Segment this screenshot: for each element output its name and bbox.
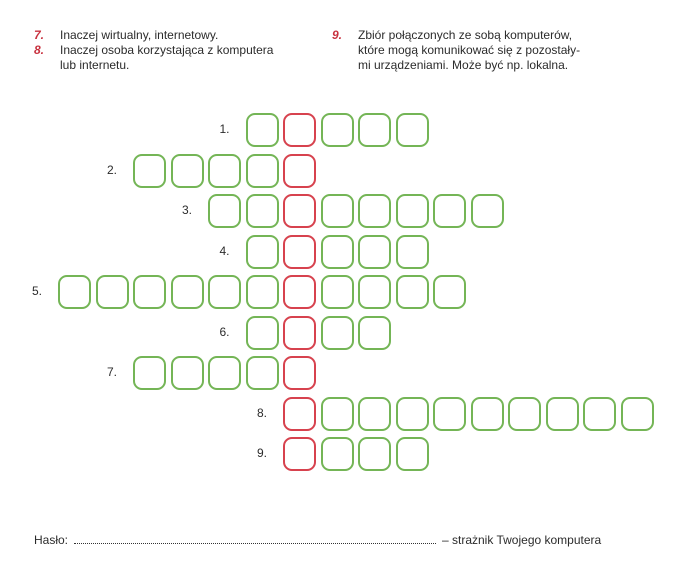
crossword-cell[interactable] [321,194,354,228]
crossword-cell[interactable] [583,397,616,431]
crossword-key-cell[interactable] [283,194,316,228]
crossword-cell[interactable] [358,113,391,147]
crossword-cell[interactable] [396,397,429,431]
crossword-cell[interactable] [471,397,504,431]
crossword-cell[interactable] [171,154,204,188]
crossword-cell[interactable] [433,194,466,228]
row-label: 6. [219,324,230,339]
row-label: 9. [257,446,268,460]
clue-text: Inaczej wirtualny, internetowy. [60,28,219,42]
crossword-cell[interactable] [358,316,391,350]
clue-text: Zbiór połączonych ze sobą komputerów, [358,28,573,42]
row-label: 8. [257,405,268,420]
crossword-cell[interactable] [358,194,391,228]
crossword-cell[interactable] [508,397,541,431]
crossword-cell[interactable] [321,397,354,431]
crossword-cell[interactable] [621,397,654,431]
crossword-cell[interactable] [133,154,166,188]
crossword-cell[interactable] [246,235,279,269]
crossword-cell[interactable] [358,437,391,471]
crossword-cell[interactable] [396,194,429,228]
clue-text: mi urządzeniami. Może być np. lokalna. [358,58,569,72]
clue-number: 9. [332,28,343,42]
crossword-cell[interactable] [471,194,504,228]
clue-text: lub internetu. [60,58,130,72]
row-label: 5. [32,284,43,298]
crossword-cell[interactable] [396,275,429,309]
crossword-cell[interactable] [246,154,279,188]
clue-number: 8. [34,43,45,57]
crossword-cell[interactable] [133,356,166,390]
crossword-cell[interactable] [208,356,241,390]
crossword-cell[interactable] [246,113,279,147]
crossword-cell[interactable] [396,235,429,269]
crossword-cell[interactable] [321,235,354,269]
answer-blank[interactable] [74,543,436,544]
crossword-cell[interactable] [396,113,429,147]
crossword-cell[interactable] [321,275,354,309]
row-label: 4. [219,243,230,258]
crossword-cell[interactable] [246,316,279,350]
crossword-cell[interactable] [321,437,354,471]
crossword-cell[interactable] [133,275,166,309]
crossword-cell[interactable] [321,316,354,350]
crossword-cell[interactable] [358,397,391,431]
row-label: 3. [182,203,193,217]
answer-line [34,531,654,549]
crossword-key-cell[interactable] [283,437,316,471]
crossword-cell[interactable] [246,194,279,228]
crossword-cell[interactable] [58,275,91,309]
crossword-cell[interactable] [321,113,354,147]
row-label: 2. [107,162,118,177]
clue-text: Inaczej osoba korzystająca z komputera [60,43,274,57]
crossword-cell[interactable] [208,275,241,309]
crossword-cell[interactable] [208,194,241,228]
crossword-cell[interactable] [208,154,241,188]
crossword-cell[interactable] [246,356,279,390]
crossword-cell[interactable] [433,275,466,309]
crossword-cell[interactable] [171,275,204,309]
row-label: 1. [219,122,230,136]
crossword-key-cell[interactable] [283,235,316,269]
crossword-key-cell[interactable] [283,275,316,309]
crossword-key-cell[interactable] [283,356,316,390]
crossword-cell[interactable] [396,437,429,471]
crossword-cell[interactable] [358,235,391,269]
crossword-cell[interactable] [246,275,279,309]
crossword-cell[interactable] [171,356,204,390]
clue-text: które mogą komunikować się z pozostały- [358,43,581,57]
crossword-cell[interactable] [358,275,391,309]
crossword-cell[interactable] [96,275,129,309]
crossword-cell[interactable] [433,397,466,431]
crossword-key-cell[interactable] [283,154,316,188]
row-label: 7. [107,365,118,379]
crossword-key-cell[interactable] [283,113,316,147]
answer-suffix: – strażnik Twojego komputera [442,533,602,547]
crossword-key-cell[interactable] [283,316,316,350]
crossword-key-cell[interactable] [283,397,316,431]
answer-label: Hasło: [34,533,69,547]
crossword-cell[interactable] [546,397,579,431]
clue-number: 7. [34,28,45,42]
